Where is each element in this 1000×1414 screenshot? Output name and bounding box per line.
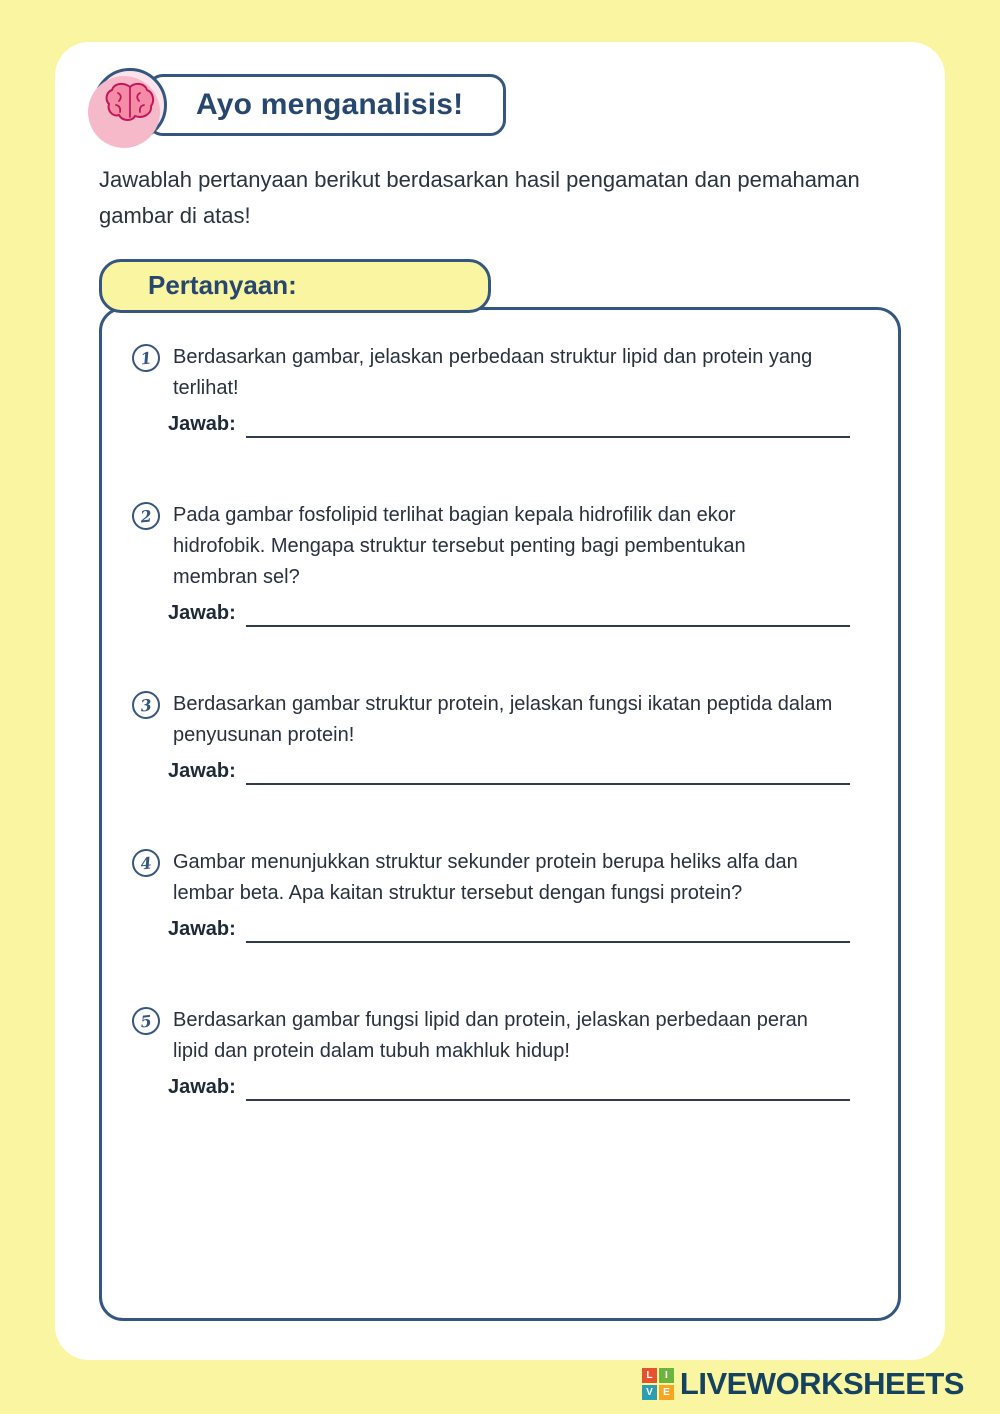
page-title: Ayo menganalisis! [147, 74, 506, 136]
brain-icon [104, 81, 156, 130]
answer-label: Jawab: [168, 413, 236, 436]
question-item [132, 1005, 850, 1101]
question-number: 3 [131, 690, 162, 721]
answer-line[interactable] [246, 414, 850, 438]
answer-label: Jawab: [168, 1076, 236, 1099]
intro-text: Jawablah pertanyaan berikut berdasarkan hasil pengamatan dan pemahaman gambar di atas! [99, 167, 860, 228]
question-item [132, 689, 850, 785]
answer-line[interactable] [246, 603, 850, 627]
question-number: 5 [131, 1006, 162, 1037]
question-number: 4 [131, 848, 162, 879]
brain-badge [93, 68, 167, 142]
question-item [132, 500, 850, 627]
logo-letter: I [659, 1368, 674, 1383]
logo-letter: L [642, 1368, 657, 1383]
answer-line[interactable] [246, 919, 850, 943]
liveworksheets-logo-icon [642, 1368, 674, 1400]
question-number: 1 [131, 343, 162, 374]
liveworksheets-logo[interactable] [642, 1366, 964, 1402]
answer-line[interactable] [246, 761, 850, 785]
brand-text: LIVEWORKSHEETS [679, 1366, 964, 1401]
answer-label: Jawab: [168, 760, 236, 783]
question-item [132, 342, 850, 438]
answer-line[interactable] [246, 1077, 850, 1101]
answer-label: Jawab: [168, 602, 236, 625]
logo-letter: E [659, 1385, 674, 1400]
answer-label: Jawab: [168, 918, 236, 941]
question-text: Gambar menunjukkan struktur sekunder protein berupa heliks alfa dan lembar beta. Apa kaitan struktur tersebut dengan fungsi protein? [173, 851, 798, 905]
worksheet-card [55, 42, 945, 1360]
question-number: 2 [131, 501, 162, 532]
header [93, 68, 945, 142]
question-item [132, 847, 850, 943]
question-text: Pada gambar fosfolipid terlihat bagian kepala hidrofilik dan ekor hidrofobik. Mengapa struktur tersebut penting bagi pembentukan membran sel? [173, 504, 746, 589]
logo-letter: V [642, 1385, 657, 1400]
section-label: Pertanyaan: [99, 259, 491, 313]
question-text: Berdasarkan gambar, jelaskan perbedaan struktur lipid dan protein yang terlihat! [173, 346, 813, 400]
questions-box [99, 307, 901, 1321]
question-text: Berdasarkan gambar struktur protein, jelaskan fungsi ikatan peptida dalam penyusunan protein! [173, 693, 833, 747]
question-text: Berdasarkan gambar fungsi lipid dan protein, jelaskan perbedaan peran lipid dan protein dalam tubuh makhluk hidup! [173, 1009, 808, 1063]
